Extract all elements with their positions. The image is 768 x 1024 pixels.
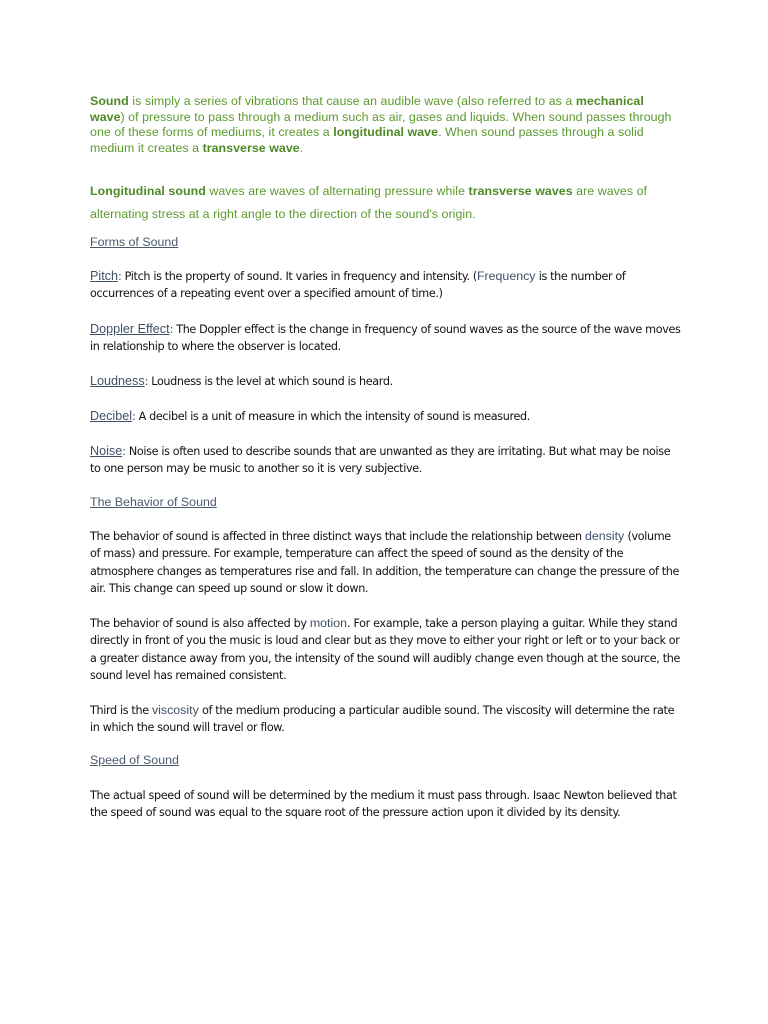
term-frequency: Frequency — [476, 269, 536, 283]
behavior-paragraph-2 — [90, 615, 682, 685]
body-text: The behavior of sound is also affected by — [90, 617, 310, 630]
intro-text: waves are waves of alternating pressure while — [205, 184, 469, 198]
term-decibel: Decibel — [90, 409, 132, 423]
definition-pitch: Pitch: Pitch is the property of sound. It varies in frequency and intensity. (Frequency is the number of occurrences of a repeating event over a specified amount of time.) — [90, 269, 626, 301]
behavior-paragraph-1 — [90, 528, 682, 598]
term-mechanical-wave: mechanical wave — [90, 94, 644, 124]
keyword-viscosity: viscosity — [151, 703, 199, 717]
intro-paragraph-1 — [90, 94, 680, 156]
definition-text: Pitch is the property of sound. It varies in frequency and intensity. ( — [121, 270, 477, 283]
term-transverse-waves: transverse waves — [468, 184, 573, 198]
intro-text: . — [299, 140, 304, 155]
term-sound: Sound — [90, 94, 129, 108]
definition-text: Loudness is the level at which sound is heard. — [148, 375, 393, 388]
term-noise: Noise — [90, 444, 123, 458]
definition-noise: Noise: Noise is often used to describe sounds that are unwanted as they are irritating. But what may be noise to one person may be music to another so it is very subjective. — [90, 444, 671, 476]
intro-text: . When sound passes through a solid medium it creates a — [90, 125, 644, 155]
term-longitudinal-sound: Longitudinal sound — [90, 184, 206, 198]
term-longitudinal-wave: longitudinal wave — [333, 125, 439, 139]
term-doppler-effect: Doppler Effect — [90, 322, 170, 336]
body-text: (volume of mass) and pressure. For example, temperature can affect the speed of sound as the density of the atmosphere changes as temperatures rise and fall. In addition, the temperature can change the pressure of the air. This change can speed up sound or slow it down. — [90, 530, 680, 596]
definition-text: Noise is often used to describe sounds that are unwanted as they are irritating. But what may be noise to one person may be music to another so it is very subjective. — [90, 445, 671, 476]
term-loudness: Loudness — [90, 374, 145, 388]
intro-text: are waves of alternating stress at a right angle to the direction of the sound's origin. — [90, 184, 648, 221]
intro-paragraph-2 — [90, 180, 680, 226]
body-text: . For example, take a person playing a guitar. While they stand directly in front of you the music is loud and clear but as they move to either your right or left or to your back or a greater distance away from you, the intensity of the sound will audibly change even though at the source, the sound level has remained consistent. — [90, 617, 681, 683]
definition-doppler-effect: Doppler Effect: The Doppler effect is the change in frequency of sound waves as the source of the wave moves in relationship to where the observer is located. — [90, 322, 681, 354]
heading-speed-of-sound: Speed of Sound — [90, 753, 179, 767]
definition-text: is the number of occurrences of a repeating event over a specified amount of time.) — [90, 270, 626, 301]
keyword-motion: motion — [309, 616, 348, 630]
behavior-paragraph-3 — [90, 702, 682, 737]
body-text: The behavior of sound is affected in three distinct ways that include the relationship between — [90, 530, 585, 543]
intro-text: is simply a series of vibrations that cause an audible wave (also referred to as a — [128, 94, 576, 108]
heading-forms-of-sound: Forms of Sound — [90, 235, 179, 249]
body-text: Third is the — [90, 704, 152, 717]
definition-text: The Doppler effect is the change in frequency of sound waves as the source of the wave moves in relationship to where the observer is located. — [90, 323, 681, 354]
heading-behavior-of-sound: The Behavior of Sound — [90, 495, 217, 509]
keyword-density: density — [584, 529, 625, 543]
speed-paragraph-1: The actual speed of sound will be determined by the medium it must pass through. Isaac Newton believed that the speed of sound was equal to the square root of the pressure action upon it divided by its density. — [90, 789, 677, 820]
definition-text: A decibel is a unit of measure in which the intensity of sound is measured. — [135, 410, 530, 423]
definition-loudness: Loudness: Loudness is the level at which sound is heard. — [90, 374, 393, 388]
definition-decibel: Decibel: A decibel is a unit of measure in which the intensity of sound is measured. — [90, 409, 530, 423]
term-pitch: Pitch — [90, 269, 118, 283]
term-transverse-wave: transverse wave — [202, 140, 300, 155]
intro-text: ) of pressure to pass through a medium such as air, gases and liquids. When sound passes through one of these forms of mediums, it creates a — [90, 109, 672, 139]
body-text: of the medium producing a particular audible sound. The viscosity will determine the rate in which the sound will travel or flow. — [90, 704, 675, 735]
